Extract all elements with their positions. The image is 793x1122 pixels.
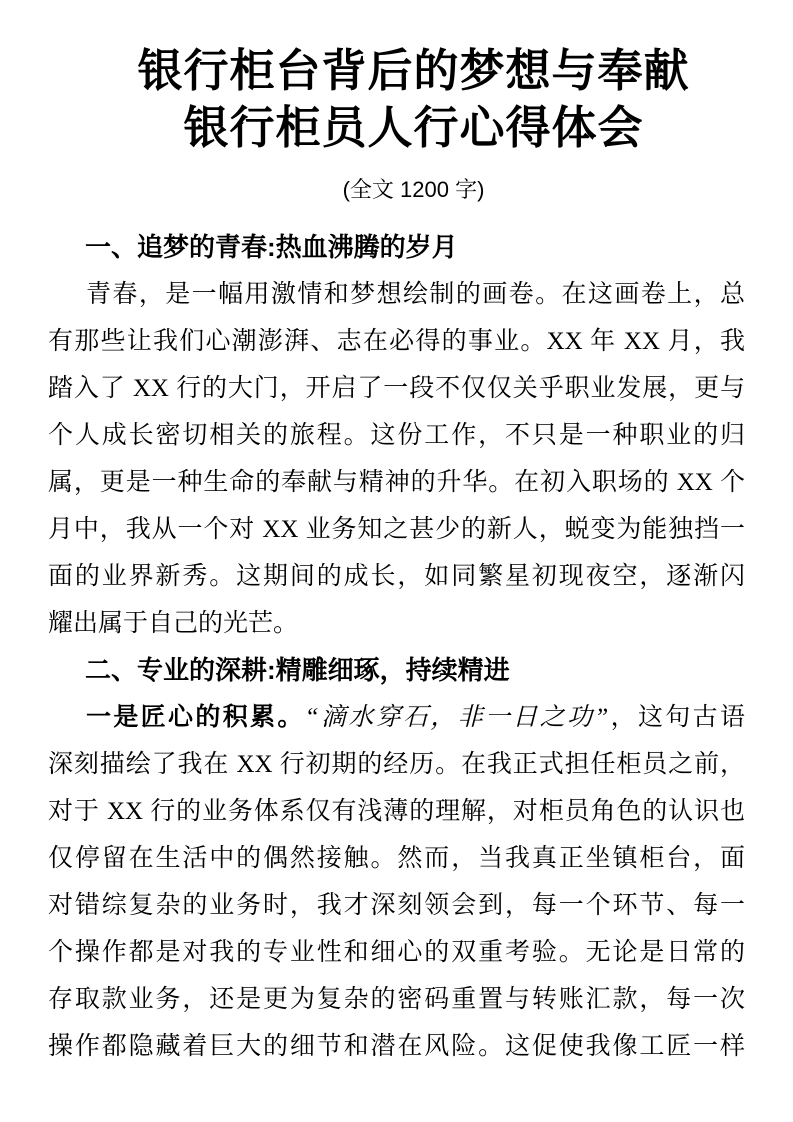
- body-line: 存取款业务，还是更为复杂的密码重置与转账汇款，每一次: [48, 986, 745, 1013]
- body-line: 属，更是一种生命的奉献与精神的升华。在初入职场的 XX 个: [48, 469, 745, 496]
- body-line: 面的业界新秀。这期间的成长，如同繁星初现夜空，逐渐闪: [48, 563, 745, 590]
- body-line: 踏入了 XX 行的大门，开启了一段不仅仅关乎职业发展，更与: [48, 375, 745, 402]
- title-line-1: 银行柜台背后的梦想与奉献: [137, 46, 690, 96]
- body-line: 操作都隐藏着巨大的细节和潜在风险。这促使我像工匠一样: [48, 1033, 745, 1060]
- body-line: 仅停留在生活中的偶然接触。然而，当我真正坐镇柜台，面: [48, 845, 745, 872]
- body-line: 个操作都是对我的专业性和细心的双重考验。无论是日常的: [48, 939, 745, 966]
- quoted-proverb: “滴水穿石，非一日之功”: [304, 704, 609, 731]
- word-count-note: (全文 1200 字): [342, 177, 485, 202]
- body-line: 月中，我从一个对 XX 业务知之甚少的新人，蜕变为能独挡一: [48, 516, 745, 543]
- body-line: 耀出属于自己的光芒。: [48, 610, 299, 637]
- paragraph-lead: 一是匠心的积累。: [86, 703, 305, 731]
- section-2-heading: 二、专业的深耕:精雕细琢，持续精进: [85, 655, 510, 685]
- section-1-heading: 一、追梦的青春:热血沸腾的岁月: [85, 232, 458, 262]
- body-text: ，这句古语: [608, 704, 745, 731]
- body-line: [48, 694, 745, 741]
- body-line: 深刻描绘了我在 XX 行初期的经历。在我正式担任柜员之前，: [48, 751, 745, 778]
- body-line: 青春，是一幅用激情和梦想绘制的画卷。在这画卷上，总: [86, 281, 745, 308]
- body-line: 对错综复杂的业务时，我才深刻领会到，每一个环节、每一: [48, 892, 745, 919]
- title-line-2: 银行柜员人行心得体会: [183, 103, 644, 153]
- body-line: 个人成长密切相关的旅程。这份工作，不只是一种职业的归: [48, 422, 745, 449]
- body-line: 对于 XX 行的业务体系仅有浅薄的理解，对柜员角色的认识也: [48, 798, 745, 825]
- document-title: [48, 43, 745, 157]
- body-line: 有那些让我们心潮澎湃、志在必得的事业。XX 年 XX 月，我: [48, 328, 745, 355]
